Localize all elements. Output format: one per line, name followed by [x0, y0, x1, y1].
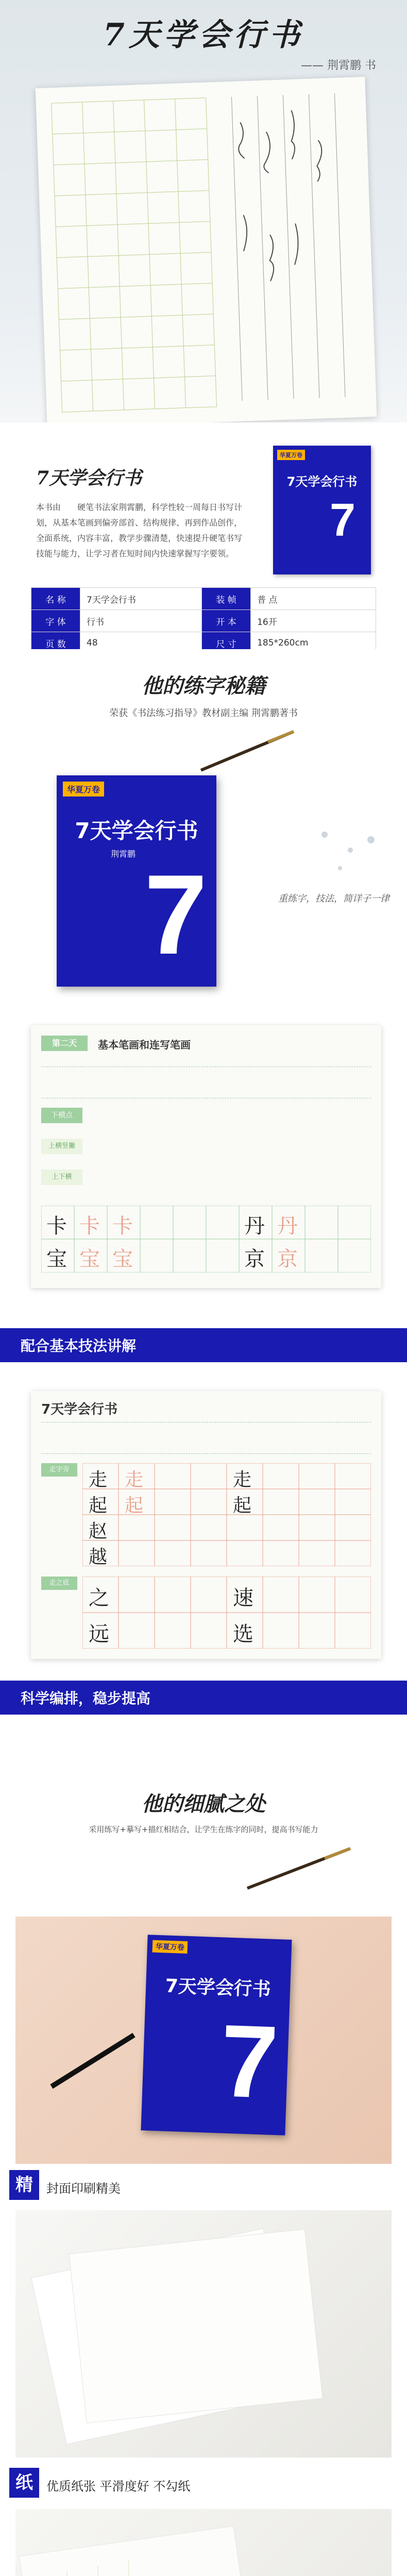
- grid-char: 卡: [112, 1214, 133, 1238]
- stroke-label: 走之底: [41, 1577, 77, 1590]
- cherry-blossom-decoration: [309, 819, 392, 881]
- book-cover: [273, 446, 371, 574]
- hero-section: [0, 0, 407, 422]
- info-table: [31, 587, 376, 649]
- secret-section: [0, 649, 407, 1319]
- feature-bar-label: 科学编排，稳步提高: [21, 1690, 151, 1707]
- grid-char: 宝: [112, 1247, 133, 1271]
- grid-char: 卡: [79, 1214, 100, 1238]
- day2-title: 基本笔画和连写笔画: [98, 1039, 191, 1051]
- info-key: 字 体: [31, 610, 80, 632]
- detail-badge: 精: [9, 2170, 39, 2200]
- pen-icon: [46, 2030, 139, 2092]
- cover-brand: 华夏万卷: [277, 450, 305, 460]
- grid-char: 走: [125, 1469, 144, 1490]
- large-book-cover: [57, 775, 216, 987]
- feature-bar-1: [0, 1328, 407, 1362]
- day2-label: 下横点: [41, 1108, 82, 1123]
- photo-cover-number: 7: [218, 2003, 280, 2121]
- detail-text: 封面印刷精美: [46, 2181, 121, 2196]
- grid-char: 之: [89, 1586, 109, 1610]
- grid-char: 走: [89, 1469, 108, 1490]
- cover-background: [273, 446, 371, 574]
- info-value: 48: [80, 632, 202, 650]
- day2-char-grid: [41, 1206, 371, 1273]
- photo-cover-brand: 华夏万卷: [152, 1940, 188, 1954]
- feature-bar-label: 配合基本技法讲解: [21, 1337, 137, 1354]
- detail-badge: 纸: [9, 2468, 39, 2498]
- feature-bar-2: [0, 1681, 407, 1715]
- grid-char: 赵: [89, 1521, 108, 1542]
- info-key: 装 帧: [202, 588, 251, 610]
- info-value: 185*260cm: [251, 632, 376, 650]
- grid-char: 京: [244, 1247, 265, 1271]
- cover-photo: [15, 1917, 392, 2164]
- detail-sub: 采用练写+摹写+描红相结合，让学生在练字的同时，提高书写能力: [89, 1825, 318, 1834]
- day2-intro-text: [41, 1066, 371, 1098]
- stroke-label: 走字旁: [41, 1463, 77, 1477]
- day2-label: 上横竖撇: [41, 1139, 82, 1154]
- grid-char: 卡: [46, 1214, 67, 1238]
- stroke-page-title: 7天学会行书: [41, 1402, 118, 1417]
- stroke-char-grid-bottom: [82, 1577, 371, 1649]
- info-value: 7天学会行书: [80, 588, 202, 610]
- photo-book-cover: [141, 1935, 292, 2136]
- hero-subtitle: —— 荆霄鹏 书: [301, 59, 376, 72]
- grid-char: 起: [125, 1495, 144, 1516]
- grid-char: 速: [233, 1586, 253, 1610]
- photo-cover-title: 7天学会行书: [165, 1975, 272, 2001]
- table-row: [31, 632, 376, 650]
- translucent-paper-illustration: [15, 2509, 392, 2576]
- large-cover-number: 7: [144, 851, 208, 978]
- info-key: 开 本: [202, 610, 251, 632]
- grid-char: 京: [277, 1247, 298, 1271]
- grid-char: 越: [89, 1547, 108, 1568]
- hero-practice-page: [36, 77, 377, 422]
- grid-lines: [82, 1577, 371, 1649]
- info-value: 普 点: [251, 588, 376, 610]
- cover-title: 7天学会行书: [286, 474, 358, 489]
- stroke-page-intro: [41, 1422, 371, 1454]
- info-key: 页 数: [31, 632, 80, 650]
- secret-sub: 荣获《书法练习指导》教材副主编 荆霄鹏著书: [109, 708, 298, 719]
- stroke-char-grid-top: [82, 1463, 371, 1566]
- practice-grid: [36, 77, 377, 422]
- grid-char: 宝: [79, 1247, 100, 1271]
- info-key: 名 称: [31, 588, 80, 610]
- secret-heading: 他的练字秘籍: [142, 674, 265, 698]
- grid-char: 丹: [244, 1214, 265, 1238]
- detail-text: 优质纸张 平滑度好 不勾纸: [46, 2479, 191, 2494]
- paper-photo: [15, 2210, 392, 2458]
- grid-char: 宝: [46, 1247, 67, 1271]
- cover-number: 7: [330, 495, 356, 546]
- intro-book-title: 7天学会行书: [36, 467, 142, 489]
- pen-icon: [196, 726, 299, 773]
- table-row: [31, 588, 376, 610]
- day2-tag: 第二天: [41, 1036, 88, 1051]
- grid-char: 走: [233, 1469, 252, 1490]
- translucent-paper-photo: [15, 2509, 392, 2576]
- large-cover-author: 荆霄鹏: [111, 849, 136, 859]
- handwriting-note: 重练字，技法，简详子一律: [278, 893, 389, 904]
- day2-page-preview: [31, 1025, 381, 1288]
- paper-sheet-illustration: [15, 2210, 392, 2458]
- grid-char: 起: [233, 1495, 252, 1516]
- info-value: 16开: [251, 610, 376, 632]
- hero-title: 7天学会行书: [103, 17, 304, 53]
- grid-char: 远: [89, 1622, 109, 1646]
- grid-char: 起: [89, 1495, 108, 1516]
- intro-description: 本书由 硬笔书法家荆霄鹏，科学性较一周每日书写计划，从基本笔画到偏旁部首、结构规律、再到作品创作，全面系统，内容丰富，教学步骤清楚，快速提升硬笔书写技能与能力，让学习者在短时间内快速掌握写字要领。: [36, 502, 243, 558]
- detail-heading: 他的细腻之处: [142, 1792, 265, 1816]
- day2-label: 上下横: [41, 1170, 82, 1185]
- stroke-page-preview: [31, 1391, 381, 1659]
- info-key: 尺 寸: [202, 632, 251, 650]
- info-value: 行书: [80, 610, 202, 632]
- pen-icon: [242, 1844, 355, 1891]
- large-cover-title: 7天学会行书: [75, 818, 198, 843]
- table-row: [31, 610, 376, 632]
- grid-char: 丹: [277, 1214, 298, 1238]
- large-cover-brand: 华夏万卷: [63, 782, 104, 796]
- intro-section: [0, 422, 407, 649]
- grid-char: 选: [233, 1622, 253, 1646]
